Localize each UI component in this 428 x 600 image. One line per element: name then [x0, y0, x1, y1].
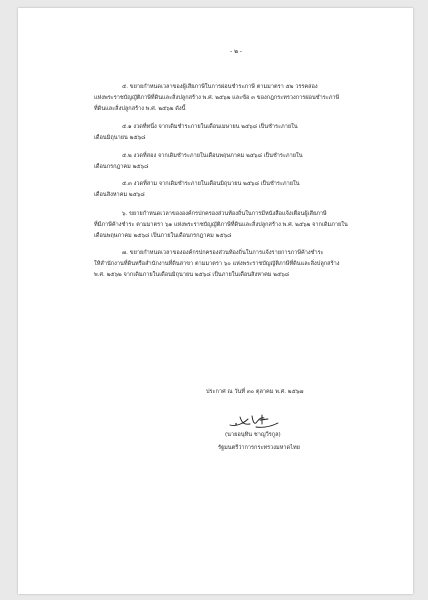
item-5-3-line-1: ๕.๓ งวดที่สาม จากเดิมชำระภายในเดือนมิถุนายน ๒๕๖๘ เป็นชำระภายใน: [122, 181, 300, 187]
paragraph-5-line-3: ที่ดินและสิ่งปลูกสร้าง พ.ศ. ๒๕๖๒ ดังนี้: [94, 106, 186, 112]
handwritten-signature-icon: [226, 409, 281, 431]
signer-name: (นายอนุทิน ชาญวีรกูล): [225, 432, 281, 438]
paragraph-5-line-1: ๕. ขยายกำหนดเวลาของผู้เสียภาษีในการผ่อนชำระภาษี ตามมาตรา ๕๒ วรรคสอง: [122, 84, 318, 90]
item-5-2-line-1: ๕.๒ งวดที่สอง จากเดิมชำระภายในเดือนพฤษภาคม ๒๕๖๘ เป็นชำระภายใน: [122, 153, 303, 159]
paragraph-6-line-1: ๖. ขยายกำหนดเวลาขององค์กรปกครองส่วนท้องถิ่นในการมีหนังสือแจ้งเตือนผู้เสียภาษี: [122, 211, 327, 217]
page-number: - ๒ -: [230, 48, 243, 55]
item-5-1-line-2: เดือนมิถุนายน ๒๕๖๘: [94, 135, 146, 141]
announcement-date: ประกาศ ณ วันที่ ๓๐ ตุลาคม พ.ศ. ๒๕๖๗: [206, 389, 304, 395]
paragraph-6-line-2: ที่มีภาษีค้างชำระ ตามมาตรา ๖๑ แห่งพระราชบัญญัติภาษีที่ดินและสิ่งปลูกสร้าง พ.ศ. ๒๕๖๒ จากเดิมภายใน: [94, 222, 348, 228]
paragraph-7-line-3: พ.ศ. ๒๕๖๒ จากเดิมภายในเดือนมิถุนายน ๒๕๖๘ เป็นภายในเดือนสิงหาคม ๒๕๖๘: [94, 272, 290, 278]
paragraph-6-line-3: เดือนพฤษภาคม ๒๕๖๘ เป็นภายในเดือนกรกฎาคม ๒๕๖๘: [94, 233, 232, 239]
document-page: [18, 8, 413, 594]
paragraph-5-line-2: แห่งพระราชบัญญัติภาษีที่ดินและสิ่งปลูกสร้าง พ.ศ. ๒๕๖๒ และข้อ ๓ ของกฎกระทรวงการผ่อนชำระภาษี: [94, 95, 340, 101]
signer-title: รัฐมนตรีว่าการกระทรวงมหาดไทย: [218, 445, 300, 451]
item-5-3-line-2: เดือนสิงหาคม ๒๕๖๘: [94, 192, 145, 198]
paragraph-7-line-1: ๗. ขยายกำหนดเวลาขององค์กรปกครองส่วนท้องถิ่นในการแจ้งรายการภาษีค้างชำระ: [122, 250, 324, 256]
item-5-1-line-1: ๕.๑ งวดที่หนึ่ง จากเดิมชำระภายในเดือนเมษายน ๒๕๖๘ เป็นชำระภายใน: [122, 124, 298, 130]
paragraph-7-line-2: ให้สำนักงานที่ดินหรือสำนักงานที่ดินสาขา ตามมาตรา ๖๐ แห่งพระราชบัญญัติภาษีที่ดินและสิ่งปลูกสร้าง: [94, 261, 340, 267]
item-5-2-line-2: เดือนกรกฎาคม ๒๕๖๘: [94, 164, 149, 170]
